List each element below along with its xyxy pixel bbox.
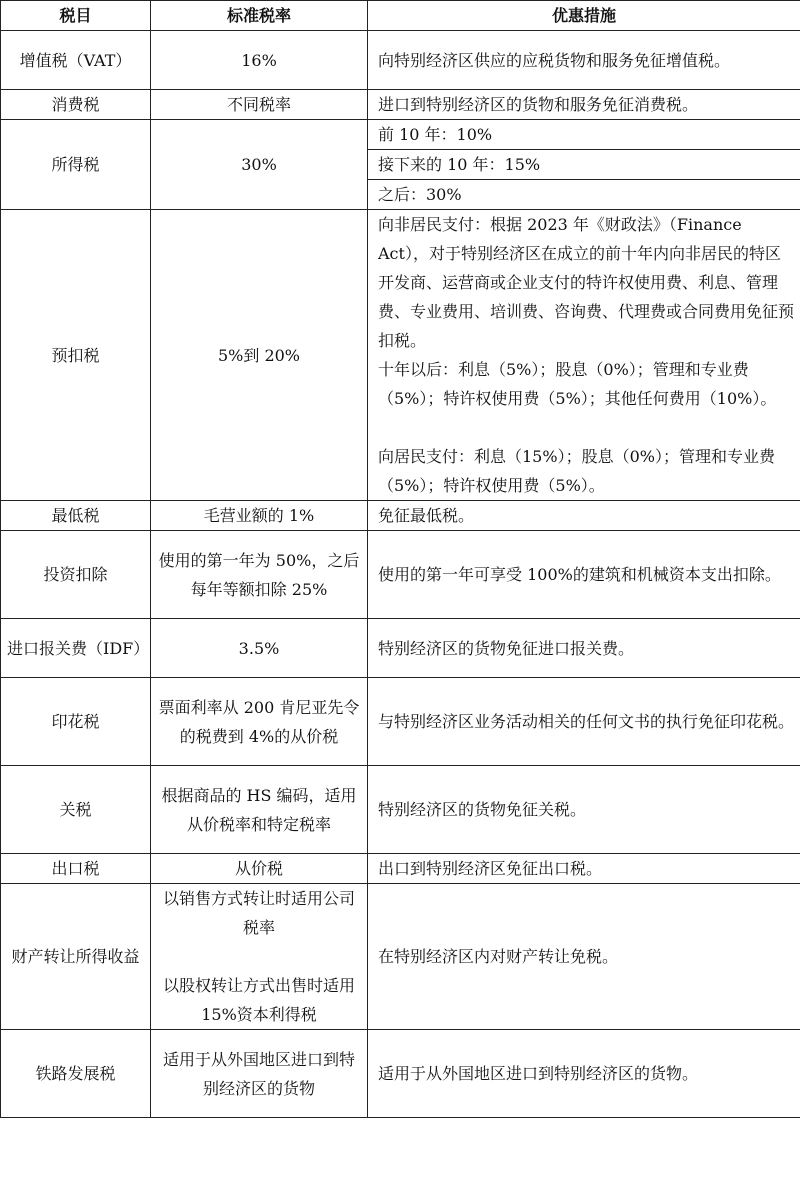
header-tax-item: 税目 bbox=[1, 1, 151, 31]
table-row bbox=[1, 854, 800, 884]
incentive-paragraph-after-ten-years: 十年以后：利息（5%）；股息（0%）；管理和专业费（5%）；特许权使用费（5%）；其他任何费用（10%）。 bbox=[378, 360, 777, 408]
tax-name: 出口税 bbox=[1, 854, 151, 884]
tax-name: 印花税 bbox=[1, 678, 151, 766]
tax-name: 财产转让所得收益 bbox=[1, 884, 151, 1030]
paragraph-spacer bbox=[157, 942, 361, 971]
tax-incentive-line: 接下来的 10 年：15% bbox=[368, 150, 800, 180]
tax-name: 铁路发展税 bbox=[1, 1030, 151, 1118]
tax-rate: 3.5% bbox=[151, 619, 368, 678]
table-row bbox=[1, 884, 800, 1030]
tax-incentive-line: 前 10 年：10% bbox=[368, 120, 800, 150]
tax-name: 预扣税 bbox=[1, 210, 151, 501]
tax-incentive: 免征最低税。 bbox=[368, 501, 800, 531]
tax-incentive: 与特别经济区业务活动相关的任何文书的执行免征印花税。 bbox=[368, 678, 800, 766]
table-row bbox=[1, 678, 800, 766]
tax-rate: 毛营业额的 1% bbox=[151, 501, 368, 531]
header-incentive: 优惠措施 bbox=[368, 1, 800, 31]
tax-rate: 5%到 20% bbox=[151, 210, 368, 501]
table-row bbox=[1, 1030, 800, 1118]
paragraph-spacer bbox=[378, 413, 794, 442]
tax-incentive bbox=[368, 210, 800, 501]
tax-rate: 适用于从外国地区进口到特别经济区的货物 bbox=[151, 1030, 368, 1118]
tax-rate: 从价税 bbox=[151, 854, 368, 884]
tax-rate: 16% bbox=[151, 31, 368, 90]
tax-rate: 使用的第一年为 50%，之后每年等额扣除 25% bbox=[151, 531, 368, 619]
table-row bbox=[1, 210, 800, 501]
table-row bbox=[1, 766, 800, 854]
header-standard-rate: 标准税率 bbox=[151, 1, 368, 31]
tax-name: 关税 bbox=[1, 766, 151, 854]
tax-incentive: 特别经济区的货物免征进口报关费。 bbox=[368, 619, 800, 678]
tax-incentive: 进口到特别经济区的货物和服务免征消费税。 bbox=[368, 90, 800, 120]
table-row bbox=[1, 619, 800, 678]
tax-rate bbox=[151, 884, 368, 1030]
table-row bbox=[1, 120, 800, 150]
tax-name: 增值税（VAT） bbox=[1, 31, 151, 90]
tax-rate: 票面利率从 200 肯尼亚先令的税费到 4%的从价税 bbox=[151, 678, 368, 766]
tax-incentive: 使用的第一年可享受 100%的建筑和机械资本支出扣除。 bbox=[368, 531, 800, 619]
tax-rate: 不同税率 bbox=[151, 90, 368, 120]
tax-incentive: 出口到特别经济区免征出口税。 bbox=[368, 854, 800, 884]
table-row bbox=[1, 501, 800, 531]
tax-name: 投资扣除 bbox=[1, 531, 151, 619]
incentive-paragraph-resident: 向居民支付：利息（15%）；股息（0%）；管理和专业费（5%）；特许权使用费（5%）。 bbox=[378, 447, 775, 495]
tax-incentive: 适用于从外国地区进口到特别经济区的货物。 bbox=[368, 1030, 800, 1118]
tax-incentive: 在特别经济区内对财产转让免税。 bbox=[368, 884, 800, 1030]
tax-rate: 30% bbox=[151, 120, 368, 210]
tax-incentive: 向特别经济区供应的应税货物和服务免征增值税。 bbox=[368, 31, 800, 90]
tax-incentive-line: 之后：30% bbox=[368, 180, 800, 210]
tax-name: 所得税 bbox=[1, 120, 151, 210]
table-row bbox=[1, 31, 800, 90]
rate-paragraph-equity: 以股权转让方式出售时适用 15%资本利得税 bbox=[162, 976, 355, 1024]
tax-rate: 根据商品的 HS 编码，适用从价税率和特定税率 bbox=[151, 766, 368, 854]
tax-name: 消费税 bbox=[1, 90, 151, 120]
incentive-paragraph-nonresident: 向非居民支付：根据 2023 年《财政法》（Finance Act），对于特别经济区在成立的前十年内向非居民的特区开发商、运营商或企业支付的特许权使用费、利息、管理费、专业费用、培训费、咨询费、代理费或合同费用免征预扣税。 bbox=[378, 215, 795, 350]
tax-incentive: 特别经济区的货物免征关税。 bbox=[368, 766, 800, 854]
table-row bbox=[1, 90, 800, 120]
table-row bbox=[1, 531, 800, 619]
tax-name: 最低税 bbox=[1, 501, 151, 531]
rate-paragraph-sale: 以销售方式转让时适用公司税率 bbox=[162, 889, 355, 937]
tax-name: 进口报关费（IDF） bbox=[1, 619, 151, 678]
header-row bbox=[1, 1, 800, 31]
